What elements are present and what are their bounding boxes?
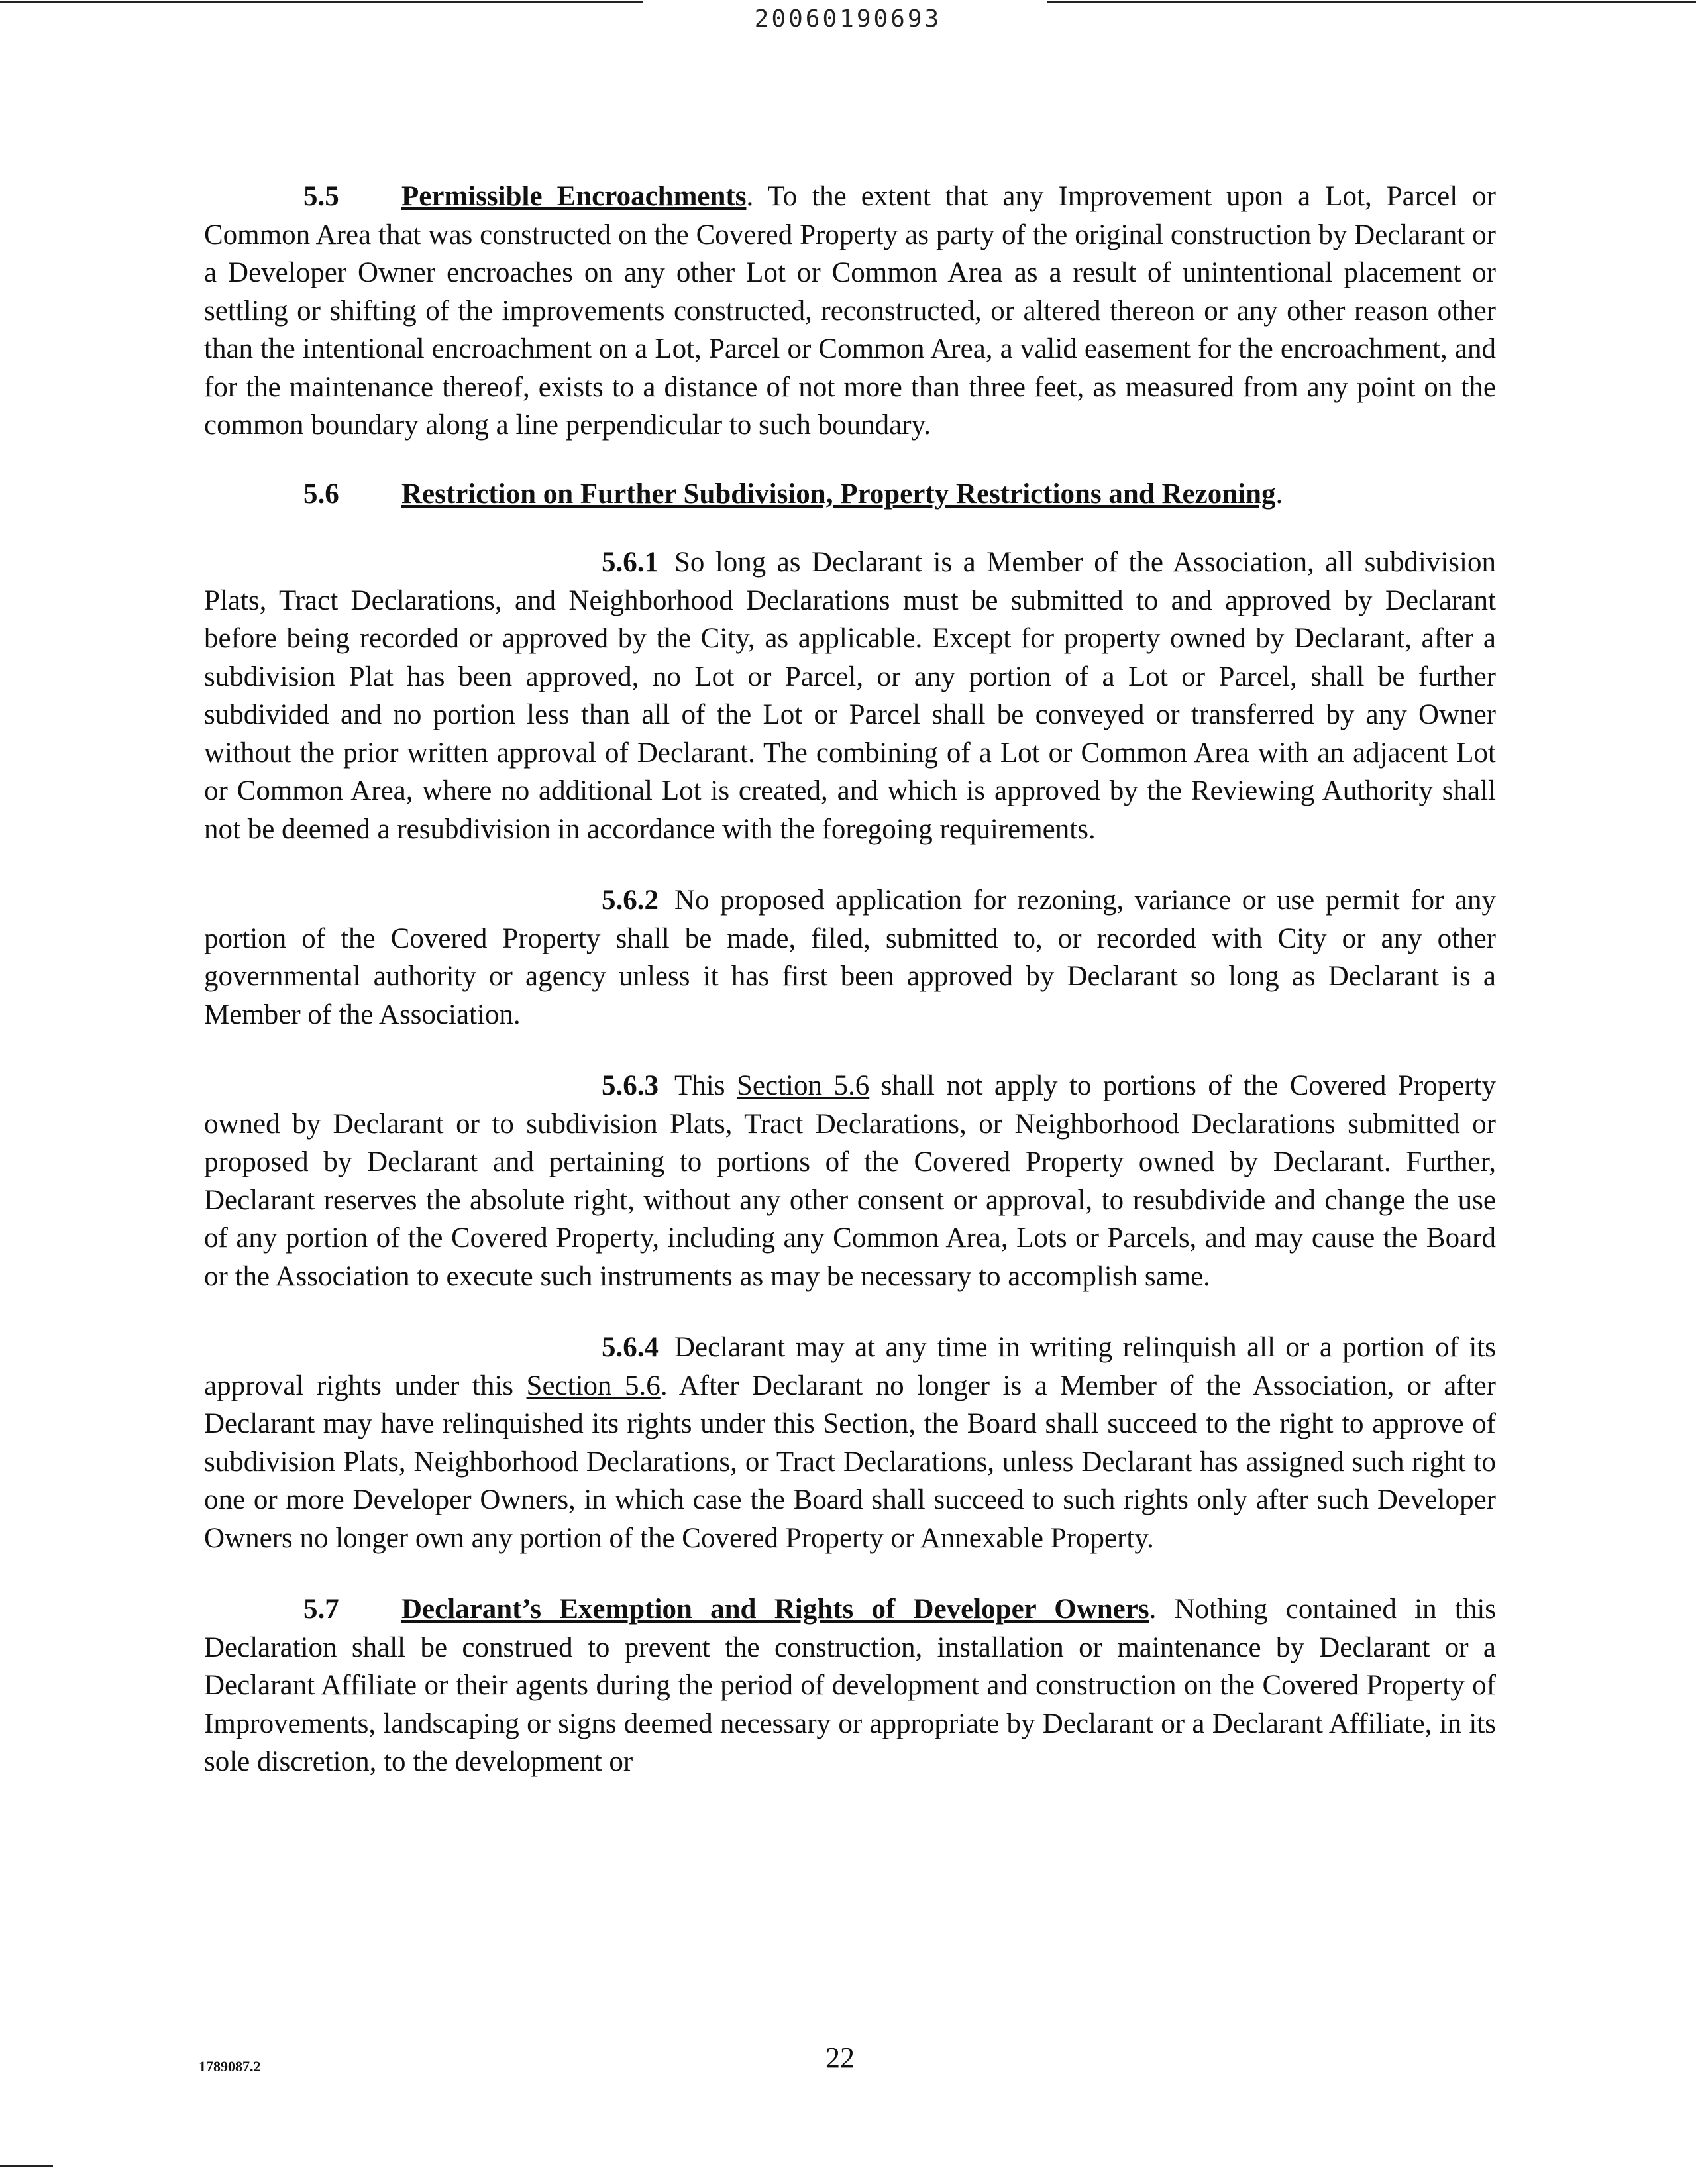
section-heading: Declarant’s Exemption and Rights of Developer Owners: [401, 1594, 1149, 1625]
section-5-6-3: [204, 1067, 1496, 1295]
section-heading: Restriction on Further Subdivision, Property Restrictions and Rezoning: [401, 478, 1276, 510]
section-5-5: [204, 178, 1496, 445]
section-5-7: [204, 1590, 1496, 1781]
subsection-number: 5.6.1: [602, 547, 659, 578]
section-text: . To the extent that any Improvement upon a Lot, Parcel or Common Area that was constructed on the Covered Property as party of the original construction by Declarant or a Developer Owner encroaches on any other Lot or Common Area as a result of unintentional placement or settling or shifting of the improvements constructed, reconstructed, or altered thereon or any other reason other than the intentional encroachment on a Lot, Parcel or Common Area, a valid easement for the encroachment, and for the maintenance thereof, exists to a distance of not more than three feet, as measured from any point on the common boundary along a line perpendicular to such boundary.: [204, 181, 1496, 441]
section-number: 5.5: [303, 181, 339, 212]
top-rule-right: [1047, 1, 1696, 3]
section-reference: Section 5.6: [736, 1070, 870, 1101]
section-text: . Nothing contained in this Declaration shall be construed to prevent the construction, installation or maintenance by Declarant or a Declarant Affiliate or their agents during the period of development and construction on the Covered Property of Improvements, landscaping or signs deemed necessary or appropriate by Declarant or a Declarant Affiliate, in its sole discretion, to the development or: [204, 1594, 1496, 1777]
top-rule-left: [0, 1, 643, 3]
document-number: 20060190693: [754, 5, 942, 32]
subsection-number: 5.6.4: [602, 1332, 659, 1363]
section-lead: This: [674, 1070, 725, 1101]
section-reference: Section 5.6: [526, 1370, 661, 1401]
section-5-6-4: [204, 1329, 1496, 1557]
section-text: . After Declarant no longer is a Member of the Association, or after Declarant may have relinquished its rights under this Section, the Board shall succeed to the right to approve of subdivision Plats, Neighborhood Declarations, or Tract Declarations, unless Declarant has assigned such right to one or more Developer Owners, in which case the Board shall succeed to such rights only after such Developer Owners no longer own any portion of the Covered Property or Annexable Property.: [204, 1370, 1497, 1554]
section-5-6-2: [204, 881, 1496, 1034]
subsection-number: 5.6.2: [602, 885, 659, 916]
section-text: So long as Declarant is a Member of the Association, all subdivision Plats, Tract Declarations, and Neighborhood Declarations must be submitted to and approved by Declarant before being recorded or approved by the City, as applicable. Except for property owned by Declarant, after a subdivision Plat has been approved, no Lot or Parcel, or any portion of a Lot or Parcel, shall be further subdivided and no portion less than all of the Lot or Parcel shall be conveyed or transferred by any Owner without the prior written approval of Declarant. The combining of a Lot or Common Area with an adjacent Lot or Common Area, where no additional Lot is created, and which is approved by the Reviewing Authority shall not be deemed a resubdivision in accordance with the foregoing requirements.: [204, 547, 1496, 845]
section-text: shall not apply to portions of the Covered Property owned by Declarant or to subdivision Plats, Tract Declarations, or Neighborhood Declarations submitted or proposed by Declarant and pertaining to portions of the Covered Property owned by Declarant. Further, Declarant reserves the absolute right, without any other consent or approval, to resubdivide and change the use of any portion of the Covered Property, including any Common Area, Lots or Parcels, and may cause the Board or the Association to execute such instruments as may be necessary to accomplish same.: [204, 1070, 1497, 1292]
subsection-number: 5.6.3: [602, 1070, 659, 1101]
scan-corner-mark: [0, 2165, 53, 2167]
section-number: 5.6: [303, 478, 339, 510]
heading-period: .: [1275, 478, 1283, 510]
section-heading: Permissible Encroachments: [401, 181, 747, 212]
section-number: 5.7: [303, 1594, 339, 1625]
document-body: [204, 178, 1496, 1781]
section-lead: Declarant may at any time in writing relinquish all or a portion of its approval rights under this: [204, 1332, 1496, 1401]
footer-document-id: 1789087.2: [199, 2058, 261, 2075]
section-text: No proposed application for rezoning, variance or use permit for any portion of the Covered Property shall be made, filed, submitted to, or recorded with City or any other governmental authority or agency unless it has first been approved by Declarant so long as Declarant is a Member of the Association.: [204, 885, 1496, 1030]
section-5-6: [204, 475, 1496, 514]
section-5-6-1: [204, 543, 1496, 848]
page-number: 22: [825, 2042, 855, 2074]
